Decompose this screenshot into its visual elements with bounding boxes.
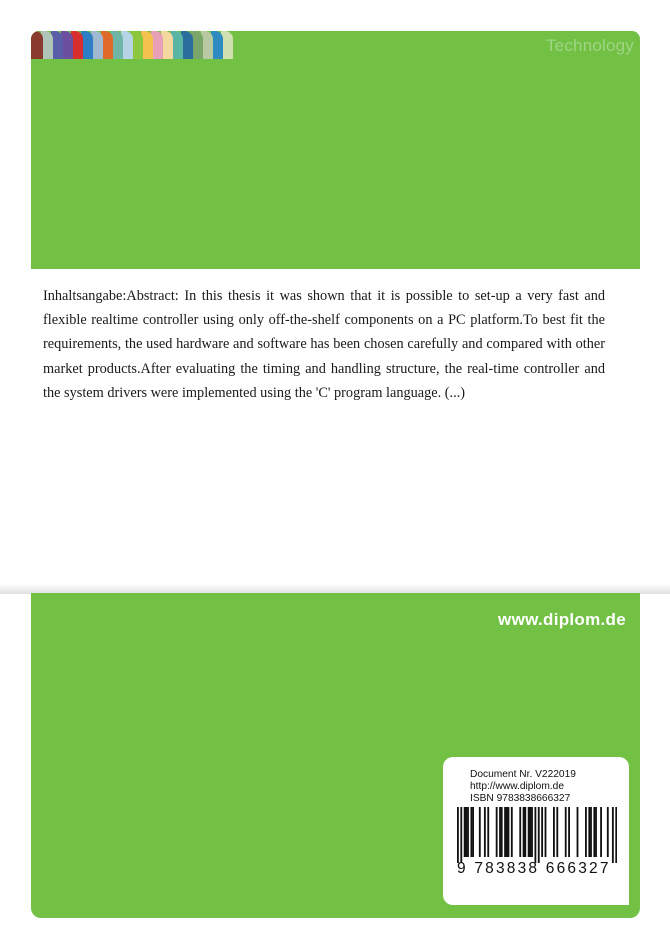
category-label: Technology (545, 36, 634, 55)
abstract-text: Inhaltsangabe:Abstract: In this thesis it was shown that it is possible to set-up a very fast and flexible realtime controller using only off-the-shelf components on a PC platform.To best fit the requirements, the used hardware and software has been chosen carefully and compared with other market products.After evaluating the timing and handling structure, the real-time controller and the system drivers were implemented using the 'C' program language. (...) (43, 288, 605, 401)
barcode-bar (553, 807, 555, 857)
document-url: http://www.diplom.de (470, 781, 564, 793)
barcode-bar (496, 807, 498, 857)
barcode-bar (460, 807, 462, 863)
barcode-bar (484, 807, 486, 857)
barcode-bar (577, 807, 579, 857)
barcode-bar (470, 807, 472, 857)
barcode-bar (600, 807, 602, 857)
barcode-bar (534, 807, 536, 863)
barcode-bar (593, 807, 595, 857)
barcode-bar (504, 807, 506, 857)
barcode-bar (508, 807, 510, 857)
color-stripe (31, 31, 43, 59)
barcode-label (443, 757, 629, 905)
document-number: Document Nr. V222019 (470, 769, 576, 780)
barcode-bar (501, 807, 503, 857)
barcode-bar (506, 807, 508, 857)
barcode-bar (467, 807, 469, 857)
bottom-green-panel (31, 593, 640, 918)
barcode-bar (607, 807, 609, 857)
barcode-bar (523, 807, 525, 857)
barcode-bar (472, 807, 474, 857)
barcode-bar (541, 807, 543, 857)
barcode-bar (528, 807, 530, 857)
publisher-website: www.diplom.de (498, 610, 626, 629)
barcode-digits: 9 783838 666327 (457, 860, 611, 877)
barcode-bar (519, 807, 521, 857)
isbn-number: ISBN 9783838666327 (470, 793, 571, 805)
barcode-bar (499, 807, 501, 857)
barcode-bar (590, 807, 592, 857)
barcode-bar (479, 807, 481, 857)
barcode-info (470, 769, 576, 806)
barcode-bar (457, 807, 459, 863)
barcode-bar (511, 807, 513, 857)
barcode-bar (588, 807, 590, 857)
barcode-bar (595, 807, 597, 857)
barcode-bar (556, 807, 558, 857)
barcode-bar (487, 807, 489, 857)
barcode-bar (465, 807, 467, 857)
barcode-bar (565, 807, 567, 857)
barcode-bar (615, 807, 617, 863)
barcode-bar (524, 807, 526, 857)
barcode-bar (464, 807, 466, 857)
barcode-bar (531, 807, 533, 857)
barcode-bar (568, 807, 570, 857)
barcode-bar (585, 807, 587, 857)
top-green-panel (31, 31, 640, 269)
barcode-bar (612, 807, 614, 863)
barcode-bar (545, 807, 547, 857)
barcode-bar (538, 807, 540, 863)
barcode-bar (529, 807, 531, 857)
color-stripes (31, 31, 231, 59)
barcode-image (457, 807, 617, 863)
